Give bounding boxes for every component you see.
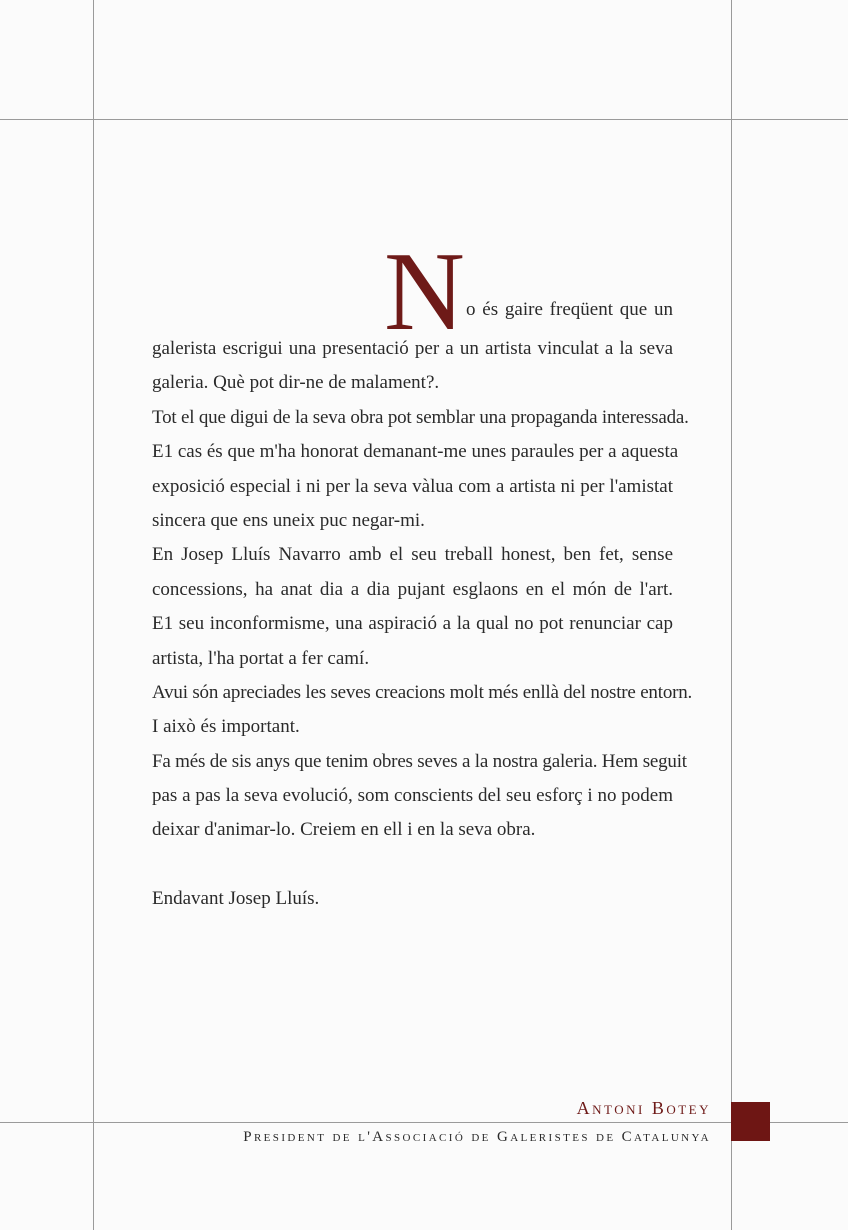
- letter-line: galerista escrigui una presentació per a un artista vinculat a la seva: [152, 338, 673, 359]
- letter-line: sincera que ens uneix puc negar-mi.: [152, 509, 425, 531]
- letter-first-line: o és gaire freqüent que un: [466, 299, 673, 320]
- letter-line: deixar d'animar-lo. Creiem en ell i en la seva obra.: [152, 819, 536, 841]
- letter-line: Fa més de sis anys que tenim obres seves a la nostra galeria. Hem seguit: [152, 750, 687, 772]
- left-margin-rule: [93, 0, 94, 1230]
- letter-line: Avui són apreciades les seves creacions molt més enllà del nostre entorn.: [152, 681, 693, 703]
- letter-line: pas a pas la seva evolució, som conscients del seu esforç i no podem: [152, 785, 673, 807]
- letter-line: E1 cas és que m'ha honorat demanant-me unes paraules per a aquesta: [152, 441, 679, 463]
- letter-line: I això és important.: [152, 716, 300, 738]
- letter-line: concessions, ha anat dia a dia pujant esglaons en el món de l'art.: [152, 578, 673, 600]
- letter-body: [152, 332, 693, 917]
- letter-line: E1 seu inconformisme, una aspiració a la qual no pot renunciar cap: [152, 613, 673, 635]
- letter-line: Tot el que digui de la seva obra pot semblar una propaganda interessada.: [152, 406, 689, 428]
- letter-closing: Endavant Josep Lluís.: [152, 888, 320, 910]
- paragraph-spacer: [152, 848, 673, 882]
- letter-line: exposició especial i ni per la seva vàlua com a artista ni per l'amistat: [152, 475, 673, 497]
- drop-cap-letter: N: [384, 230, 463, 354]
- letter-line: galeria. Què pot dir-ne de malament?.: [152, 372, 440, 394]
- signatory-title: President de l'Associació de Galeristes de Catalunya: [243, 1129, 711, 1145]
- signatory-name: Antoni Botey: [576, 1098, 711, 1118]
- top-margin-rule: [0, 119, 848, 120]
- bottom-margin-rule: [0, 1122, 848, 1123]
- letter-line: En Josep Lluís Navarro amb el seu treball honest, ben fet, sense: [152, 544, 673, 566]
- accent-square: [731, 1102, 770, 1141]
- letter-line: artista, l'ha portat a fer camí.: [152, 647, 370, 669]
- right-margin-rule: [731, 0, 732, 1230]
